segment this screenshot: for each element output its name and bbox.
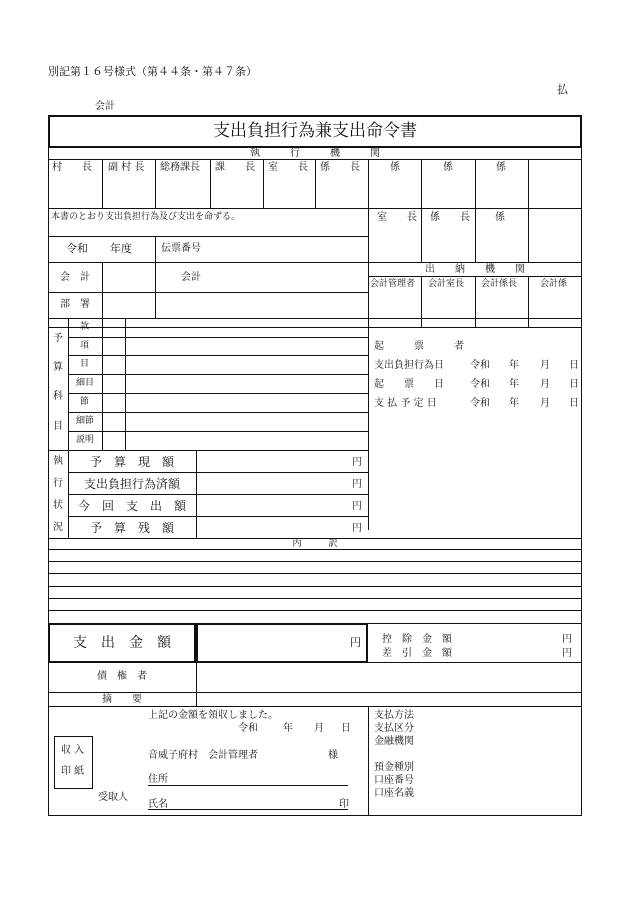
lower-sign-kakari: 係 [495,212,505,223]
date-m-1: 月 [540,379,550,390]
date-era-1: 令和 [470,379,490,390]
budget-row-kan: 款 [80,322,90,332]
payment-amount-label: 支 出 金 額 [73,635,171,651]
sama-label: 様 [328,750,338,761]
yen-mark-4: 円 [352,523,362,534]
revenue-stamp-2: 印 紙 [61,766,85,777]
account-number-label: 口座番号 [374,775,414,786]
exec-vert-4: 況 [53,522,63,533]
yen-mark-3: 円 [352,501,362,512]
exec-vert-3: 状 [53,500,63,511]
date-era-2: 令和 [470,398,490,409]
budget-vert-2: 算 [53,362,63,373]
seal-label: 印 [339,799,349,810]
sign-header-kakari-1: 係 [390,162,400,173]
exec-row-remaining: 予 算 残 額 [89,521,175,535]
address-label: 住所 [148,774,168,785]
date-era-0: 令和 [470,360,490,371]
deposit-type-label: 預金種別 [374,762,414,773]
exec-row-committed: 支出負担行為済額 [83,477,181,491]
receipt-text: 上記の金額を領収しました。 [148,710,278,721]
budget-row-saimoku: 細目 [76,378,95,388]
order-text: 本書のとおり支出負担行為及び支出を命ずる。 [51,212,241,222]
summary-label: 摘 要 [102,694,142,705]
kaikei-label-2: 会計 [181,272,201,283]
budget-vert-4: 目 [53,421,63,432]
date-d-0: 日 [569,360,579,371]
fiscal-year-label: 令和 年度 [66,242,132,255]
receipt-day: 日 [341,723,351,734]
sign-header-kachou: 課 長 [215,162,255,173]
date-d-1: 日 [569,379,579,390]
receiver-label: 受取人 [98,792,128,803]
net-yen: 円 [562,648,572,659]
sign-header-sonchou: 村 長 [52,162,92,173]
form-title: 支出負担行為兼支出命令書 [213,121,417,141]
budget-row-setsu: 節 [80,397,90,407]
exec-org-label: 執 行 機 関 [250,148,380,159]
kaikei-label: 会 計 [60,272,90,283]
receipt-month: 月 [314,723,324,734]
date-y-2: 年 [509,398,519,409]
sign-header-kakarichou: 係 長 [320,162,360,173]
lower-sign-shitsuchou: 室 長 [377,212,417,223]
revenue-stamp-1: 収 入 [61,745,85,756]
account-holder-label: 口座名義 [374,788,414,799]
sign-header-kakari-2: 係 [443,162,453,173]
sign-header-soumukachou: 総務課長 [160,162,200,173]
busho-label: 部 署 [60,299,90,310]
date-m-0: 月 [540,360,550,371]
exec-row-this-payment: 今 回 支 出 額 [77,499,187,513]
suito-header-room-chief: 会計室長 [428,279,465,289]
accounting-manager: 音威子府村 会計管理者 [148,750,258,761]
yen-mark-2: 円 [352,479,362,490]
payment-category-label: 支払区分 [374,723,414,734]
date-y-1: 年 [509,379,519,390]
net-amount-label: 差 引 金 額 [382,648,452,659]
budget-vert-1: 予 [53,333,63,344]
bank-label: 金融機関 [374,736,414,747]
date-y-0: 年 [509,360,519,371]
exec-row-budget-current: 予 算 現 額 [89,455,175,469]
budget-row-moku: 目 [80,359,90,369]
form-reference: 別記第１６号様式（第４４条・第４７条） [48,65,257,78]
budget-row-saisetsu: 細節 [76,416,95,426]
budget-row-kou: 項 [80,341,90,351]
receipt-era: 令和 [238,723,258,734]
receipt-year: 年 [283,723,293,734]
date-d-2: 日 [569,398,579,409]
suito-header-section-chief: 会計係長 [481,279,518,289]
sign-header-shitsuchou: 室 長 [268,162,308,173]
date-m-2: 月 [540,398,550,409]
deduction-yen: 円 [562,634,572,645]
creditor-label: 債 権 者 [97,671,147,682]
date-label-0: 支出負担行為日 [374,360,444,371]
exec-vert-1: 執 [53,456,63,467]
payment-method-label: 支払方法 [374,710,414,721]
deduction-amount-label: 控 除 金 額 [382,634,452,645]
payment-mark: 払 [557,83,568,96]
breakdown-label: 内 訳 [292,539,338,549]
date-label-2: 支 払 予 定 日 [374,398,437,409]
budget-vert-3: 科 [53,391,63,402]
budget-row-setsumei: 説明 [76,435,95,445]
suito-header-staff: 会計係 [540,279,568,289]
kaikei-header: 会計 [95,101,115,112]
sign-header-fukusonchou: 副 村 長 [108,162,145,173]
payment-amount-yen: 円 [350,636,361,649]
suito-header-manager: 会計管理者 [370,279,416,289]
suito-org-label: 出 納 機 関 [425,264,525,275]
exec-vert-2: 行 [53,478,63,489]
voucher-number-label: 伝票番号 [161,243,201,254]
yen-mark-1: 円 [352,457,362,468]
drafter-label: 起 票 者 [374,341,464,352]
name-label: 氏名 [148,799,168,810]
lower-sign-kakarichou: 係 長 [430,212,470,223]
sign-header-kakari-3: 係 [496,162,506,173]
date-label-1: 起 票 日 [374,379,444,390]
